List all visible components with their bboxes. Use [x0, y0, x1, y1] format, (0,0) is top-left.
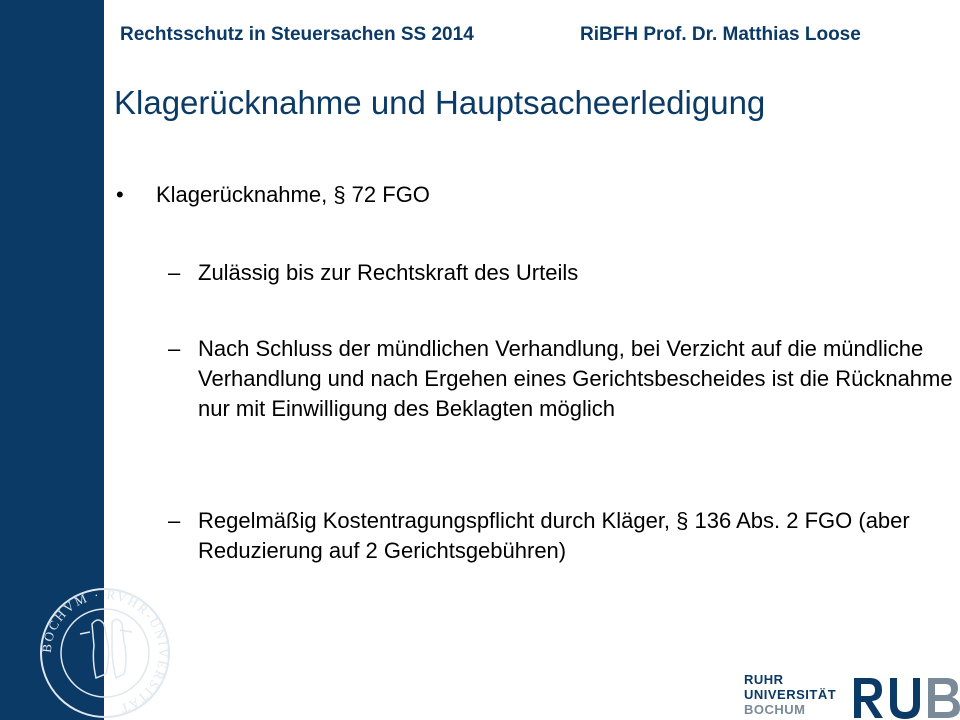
subbullet-text: Zulässig bis zur Rechtskraft des Urteils — [198, 260, 579, 285]
university-seal-icon — [34, 582, 176, 720]
dash-mark: – — [168, 336, 181, 361]
course-title: Rechtsschutz in Steuersachen SS 2014 — [120, 24, 474, 45]
university-wordmark — [744, 672, 836, 717]
subbullet-item — [168, 258, 948, 288]
svg-text:BOCHVM · RVHR-UNIVERSITAT: BOCHVM · RVHR-UNIVERSITAT — [38, 586, 172, 717]
subbullet-text: Regelmäßig Kostentragungspflicht durch Kläger, § 136 Abs. 2 FGO (aber Reduzierung auf 2 Gerichtsgebühren) — [198, 508, 910, 563]
wordmark-line-1: RUHR — [744, 672, 784, 687]
bullet-item — [116, 180, 430, 210]
lecturer-name: RiBFH Prof. Dr. Matthias Loose — [580, 24, 861, 45]
bullet-mark: • — [116, 182, 124, 207]
bullet-text: Klagerücknahme, § 72 FGO — [156, 182, 430, 207]
rub-logo-icon — [852, 670, 960, 720]
wordmark-line-2: UNIVERSITÄT — [744, 687, 837, 702]
subbullet-text: Nach Schluss der mündlichen Verhandlung, bei Verzicht auf die mündliche Verhandlung und nach Ergehen eines Gerichtsbescheides ist die Rücknahme nur mit Einwilligung des Beklagten möglich — [198, 336, 953, 421]
dash-mark: – — [168, 260, 181, 285]
wordmark-line-3: BOCHUM — [744, 702, 806, 717]
subbullet-item — [168, 334, 958, 424]
dash-mark: – — [168, 508, 181, 533]
subbullet-item — [168, 506, 958, 566]
slide-title: Klagerücknahme und Hauptsacheerledigung — [114, 84, 766, 121]
